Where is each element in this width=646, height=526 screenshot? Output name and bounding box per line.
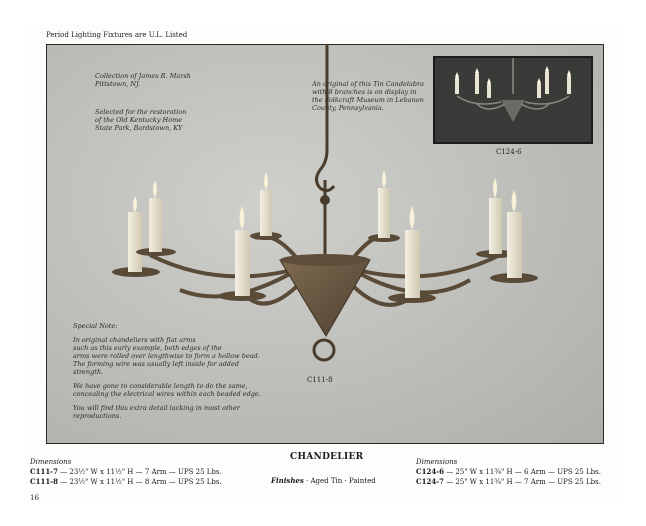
caption-line: Selected for the restoration — [95, 108, 187, 116]
candle-4 — [250, 172, 282, 240]
note-line: The forming wire was usually left inside for added — [73, 360, 239, 368]
dimension-row — [30, 477, 222, 487]
page-number: 16 — [30, 494, 39, 502]
caption-selected — [95, 108, 186, 132]
note-line: strength. — [73, 368, 104, 376]
note-line: In original chandeliers with flat arms — [73, 336, 196, 344]
product-title: CHANDELIER — [290, 452, 364, 462]
dimensions-heading: Dimensions — [30, 458, 72, 466]
inset-chandelier-illustration — [435, 58, 591, 142]
inset-photo-c124-6 — [433, 56, 593, 144]
model-spec: — 23½" W x 11½" H — 8 Arm — UPS 25 Lbs. — [57, 478, 222, 486]
model-code: C124-7 — [416, 477, 444, 486]
inset-label: C124-6 — [496, 148, 522, 156]
caption-line: the Folkcraft Museum in Lebanon — [312, 96, 424, 104]
dimension-row — [416, 467, 601, 477]
finishes-value: · Aged Tin · Painted — [303, 477, 376, 485]
caption-line: State Park, Bardstown, KY — [95, 124, 183, 132]
caption-line: County, Pennsylvania. — [312, 104, 384, 112]
special-note — [73, 322, 261, 420]
dimension-row — [416, 477, 601, 487]
note-line: concealing the electrical wires within each beaded edge. — [73, 390, 261, 398]
ul-listed-note: Period Lighting Fixtures are U.L. Listed — [46, 31, 188, 39]
hanging-rod — [317, 44, 335, 191]
caption-line: with 8 branches is on display in — [312, 88, 417, 96]
candle-5 — [368, 170, 400, 242]
caption-line: An original of this Tin Candelabra — [312, 80, 424, 88]
bottom-ring — [314, 340, 334, 360]
note-line: such as this early example, both edges of the — [73, 344, 222, 352]
caption-line: of the Old Kentucky Home — [95, 116, 183, 124]
caption-collection — [95, 72, 191, 88]
dimensions-heading: Dimensions — [416, 458, 458, 466]
special-note-title: Special Note: — [73, 322, 118, 330]
note-line: You will find this extra detail lacking in most other — [73, 404, 240, 412]
dimensions-left — [30, 458, 222, 487]
dimension-row — [30, 467, 222, 477]
dimensions-right — [416, 458, 601, 487]
caption-line: Collection of James R. Marsh — [95, 72, 191, 80]
caption-line: Pittstown, NJ. — [95, 80, 141, 88]
model-spec: — 23½" W x 11½" H — 7 Arm — UPS 25 Lbs. — [57, 468, 222, 476]
caption-original — [312, 80, 424, 112]
model-spec: — 25" W x 11¾" H — 6 Arm — UPS 25 Lbs. — [443, 468, 601, 476]
model-code: C124-6 — [416, 467, 444, 476]
center-cone — [280, 260, 370, 336]
note-line: arms were rolled over lengthwise to form a hollow bead. — [73, 352, 260, 360]
model-code: C111-8 — [30, 477, 58, 486]
main-product-label: C111-8 — [307, 376, 333, 384]
model-code: C111-7 — [30, 467, 58, 476]
note-line: We have gone to considerable length to do the same, — [73, 382, 248, 390]
model-spec: — 25" W x 11¾" H — 7 Arm — UPS 25 Lbs. — [443, 478, 601, 486]
finishes-line — [271, 476, 376, 485]
note-line: reproductions. — [73, 412, 122, 420]
finishes-label: Finishes — [271, 476, 304, 485]
